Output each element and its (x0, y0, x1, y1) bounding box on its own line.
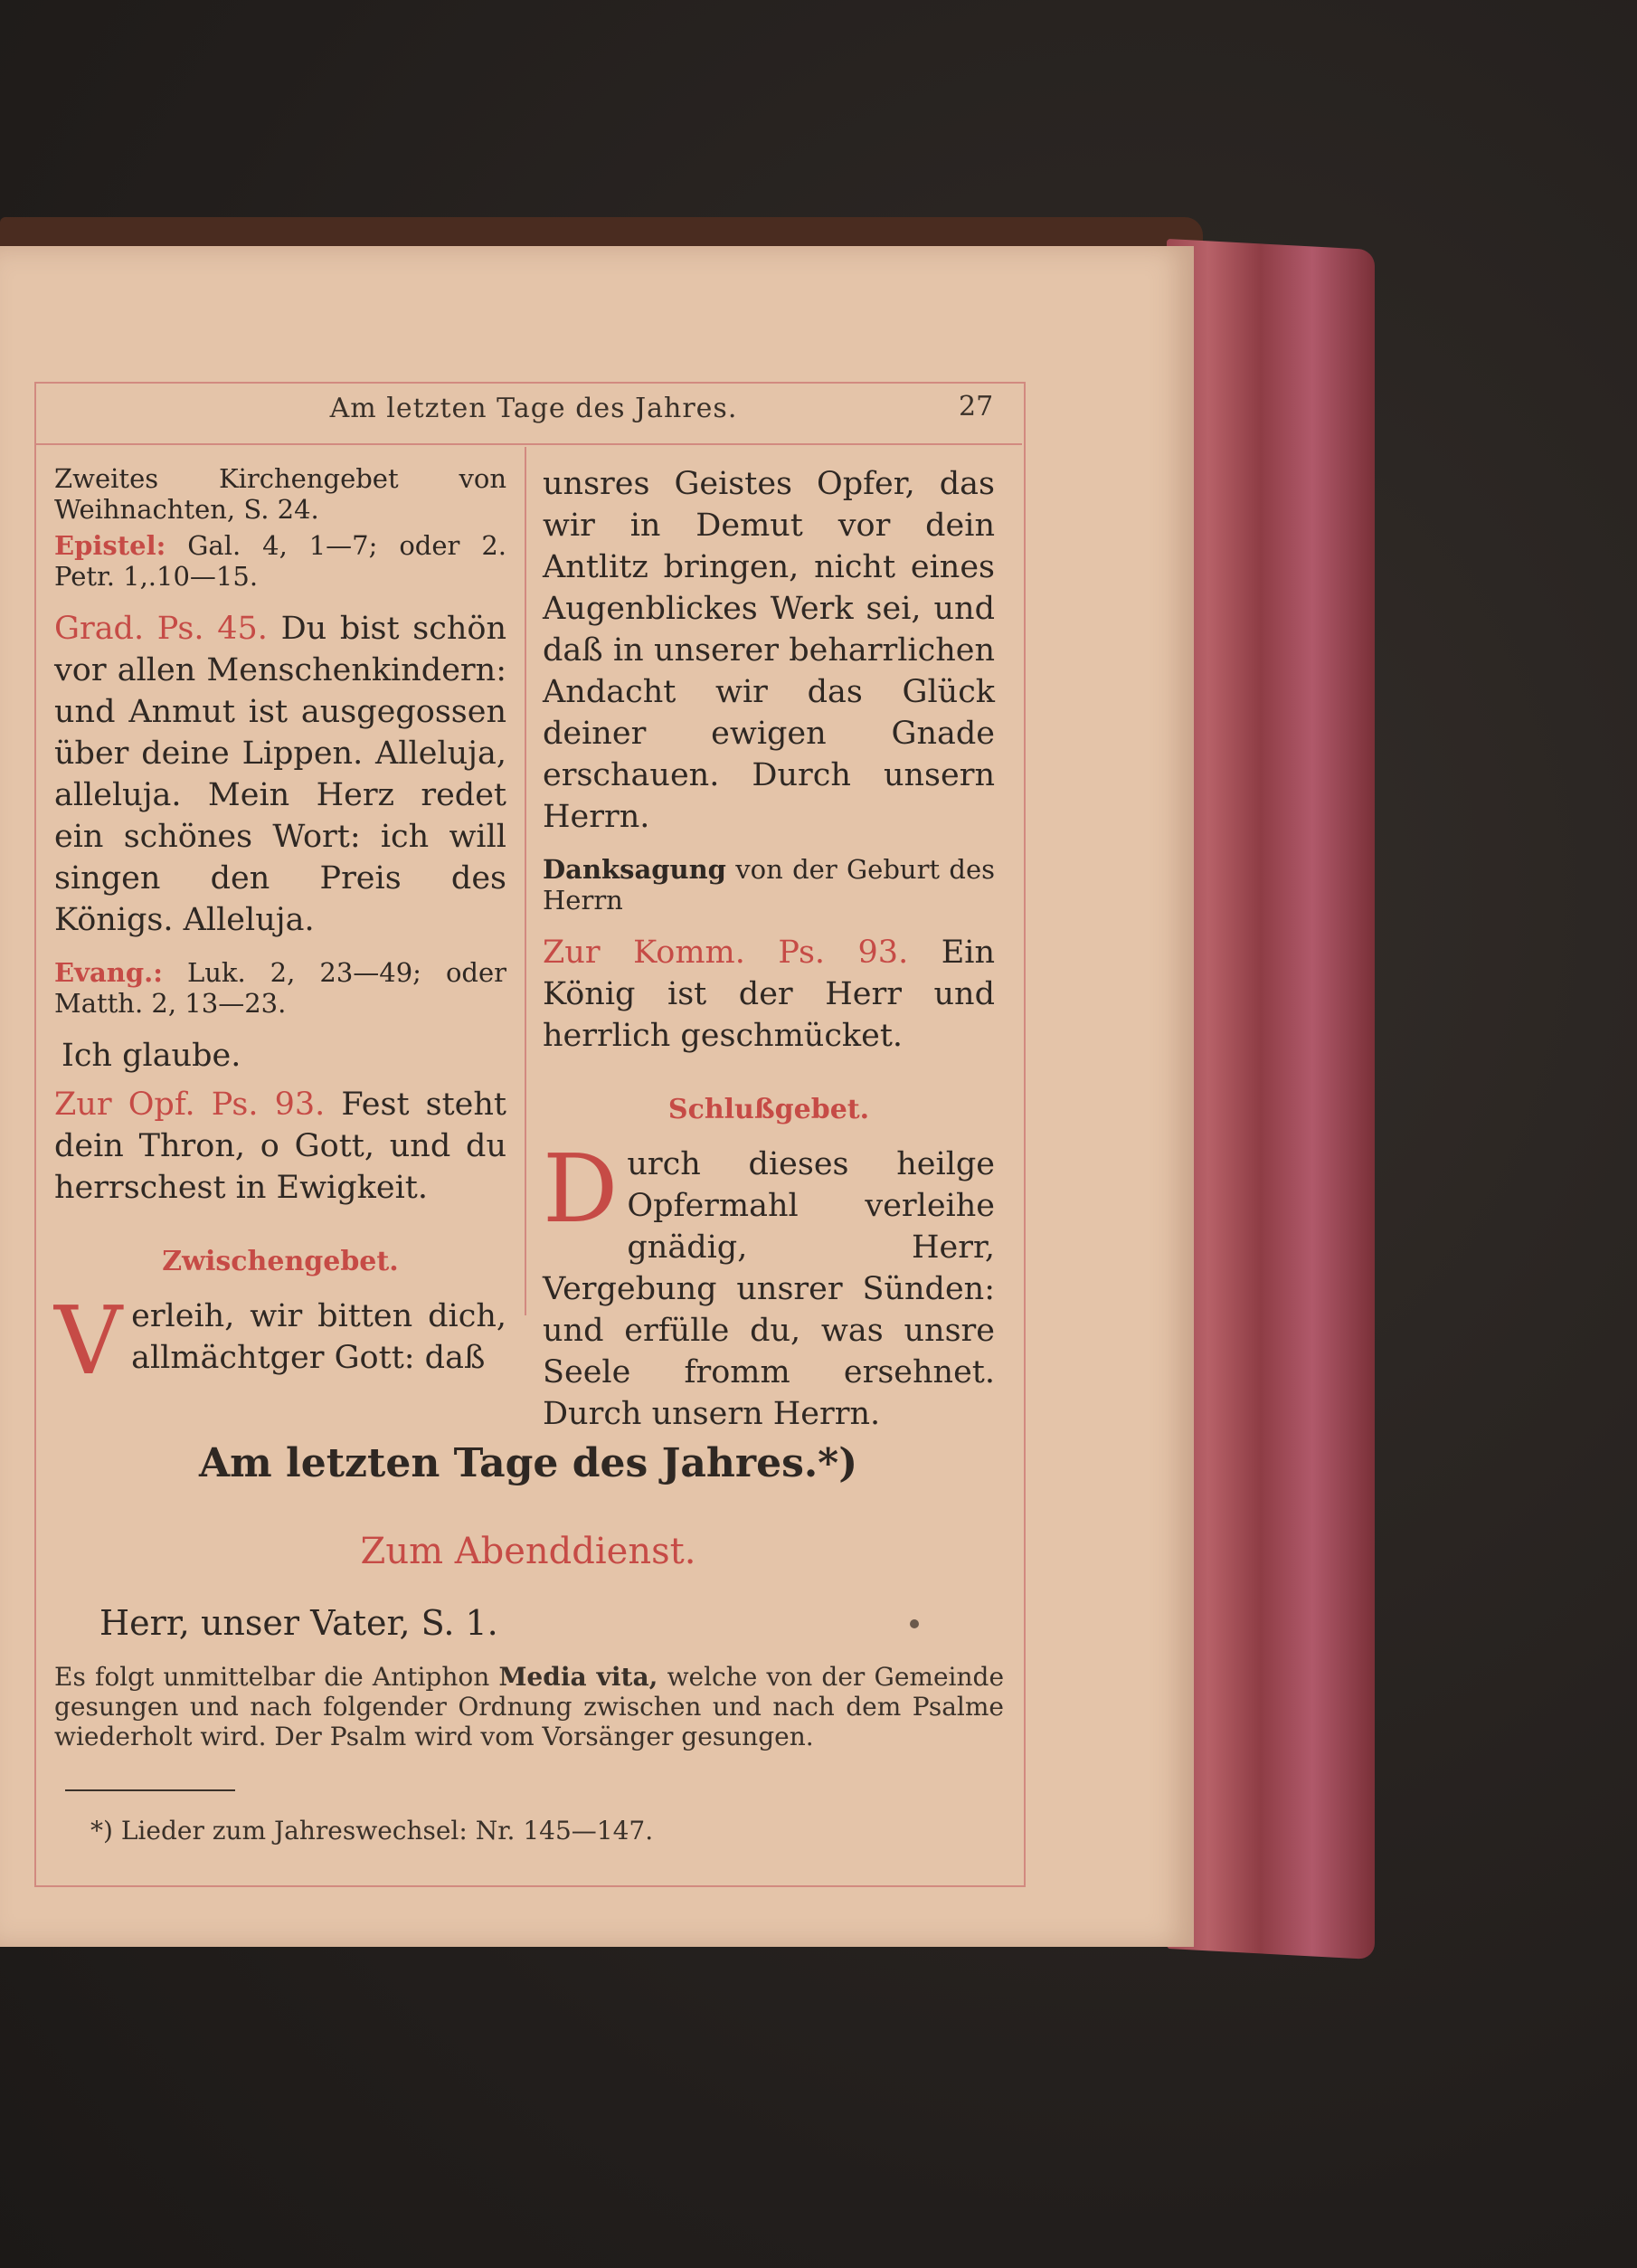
gospel-label: Evang.: (54, 957, 163, 988)
zwischengebet-text: erleih, wir bitten dich, allmächtger Gott: daß (131, 1298, 506, 1376)
epistle-reference (54, 530, 506, 592)
offertory-text: Fest steht dein Thron, o Gott, und du herrschest in Ewigkeit. (54, 1087, 506, 1206)
gradual-paragraph (54, 608, 506, 941)
communion-text: Ein König ist der Herr und herrlich geschmücket. (543, 935, 995, 1054)
page-block-edge (1167, 239, 1375, 1960)
danksagung-line (543, 854, 995, 916)
offertory-label: Zur Opf. Ps. 93. (54, 1087, 326, 1123)
page-number: 27 (959, 391, 994, 422)
ink-speck (910, 1619, 919, 1628)
gospel-reference (54, 957, 506, 1019)
running-title: Am letzten Tage des Jahres. (329, 393, 738, 424)
credo-line: Ich glaube. (62, 1038, 241, 1074)
communion-label: Zur Komm. Ps. 93. (543, 935, 909, 971)
schlussgebet-text: urch dieses heilge Opfermahl verleihe gnädig, Herr, Vergebung unsrer Sünden: und erfülle du, was unsre Seele fromm ersehnet. Durch unsern Herrn. (543, 1146, 995, 1432)
rubric-start: Es folgt unmittelbar die Antiphon (54, 1662, 490, 1692)
section-title: Am letzten Tage des Jahres.*) (198, 1440, 858, 1486)
prayer-continuation: unsres Geistes Opfer, das wir in Demut vor dein Antlitz bringen, nicht eines Augenblickes Werk sei, und daß in unserer beharrlichen Andacht wir das Glück deiner ewigen Gnade erschauen. Durch unsern Herrn. (543, 466, 995, 835)
rubric-end: welche von der Gemeinde gesungen und nach folgender Ordnung zwischen und nach dem Psalme wiederholt wird. Der Psalm wird vom Vorsänger gesungen. (54, 1662, 1005, 1751)
offertory-paragraph (54, 1084, 506, 1209)
schlussgebet-paragraph (543, 1134, 995, 1435)
section-intro: Herr, unser Vater, S. 1. (99, 1603, 498, 1643)
rubric-bold: Media vita, (498, 1662, 658, 1692)
epistle-text: Gal. 4, 1—7; oder 2. Petr. 1,.10—15. (54, 530, 506, 592)
rubric-paragraph (54, 1662, 1004, 1751)
danksagung-bold: Danksagung (543, 854, 726, 885)
left-column (54, 463, 506, 1395)
epistle-label: Epistel: (54, 530, 166, 561)
schlussgebet-initial: D (543, 1134, 619, 1244)
gradual-text: Du bist schön vor allen Menschenkindern: und Anmut ist ausgegossen über deine Lippen. Alleluja, alleluja. Mein Herz redet ein schönes Wort: ich will singen den Preis des Königs. Alleluja. (54, 611, 506, 938)
right-column (543, 463, 995, 1451)
zwischengebet-initial: V (54, 1286, 123, 1396)
section-subtitle: Zum Abenddienst. (360, 1531, 696, 1572)
footnote: *) Lieder zum Jahreswechsel: Nr. 145—147. (90, 1816, 654, 1846)
footnote-rule (65, 1789, 235, 1791)
gospel-text: Luk. 2, 23—49; oder Matth. 2, 13—23. (54, 957, 506, 1019)
collect-reference: Zweites Kirchengebet von Weihnachten, S. 24. (54, 463, 506, 525)
book-page (0, 246, 1194, 1947)
zwischengebet-paragraph (54, 1286, 506, 1396)
communion-paragraph (543, 932, 995, 1057)
schlussgebet-heading: Schlußgebet. (667, 1094, 870, 1125)
column-rule (525, 447, 526, 1315)
danksagung-text: von der Geburt des Herrn (543, 854, 995, 916)
header-rule (34, 443, 1022, 445)
zwischengebet-heading: Zwischengebet. (162, 1246, 399, 1277)
gradual-label: Grad. Ps. 45. (54, 611, 268, 647)
